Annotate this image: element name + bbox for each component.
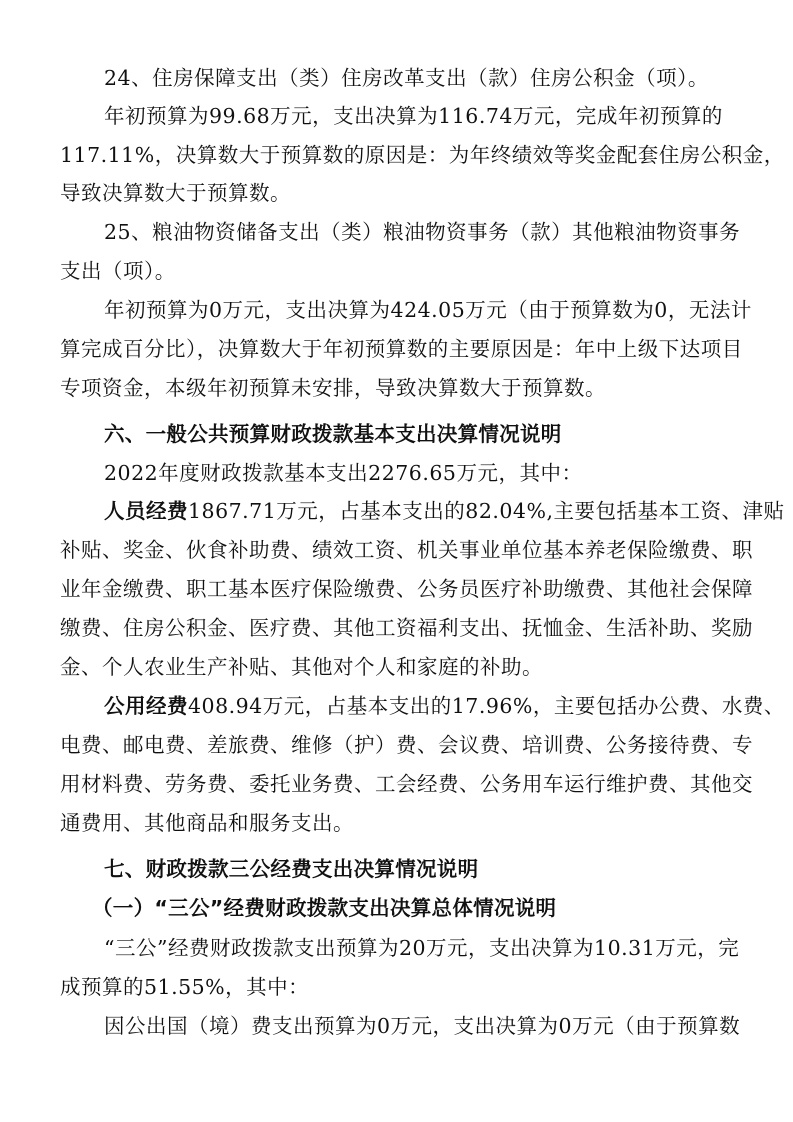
- item-25-title-line-1: 25、粮油物资储备支出（类）粮油物资事务（款）其他粮油物资事务: [104, 220, 741, 244]
- item-25-title-line-2: 支出（项）。: [60, 259, 176, 283]
- item-24-para-line-2: 117.11%，决算数大于预算数的原因是：为年终绩效等奖金配套住房公积金，: [60, 143, 785, 167]
- public-expense-line-2: 电费、邮电费、差旅费、维修（护）费、会议费、培训费、公务接待费、专: [60, 733, 753, 757]
- item-24-title: 24、住房保障支出（类）住房改革支出（款）住房公积金（项）。: [104, 66, 709, 90]
- personnel-expense-line-5: 金、个人农业生产补贴、其他对个人和家庭的补助。: [60, 655, 543, 679]
- item-25-para-line-3: 专项资金，本级年初预算未安排，导致决算数大于预算数。: [60, 376, 606, 400]
- personnel-expense-label: 人员经费: [104, 499, 188, 523]
- three-public-para-line-1: “三公”经费财政拨款支出预算为20万元，支出决算为10.31万元，完: [104, 936, 740, 960]
- public-expense-label: 公用经费: [104, 694, 188, 718]
- personnel-expense-line-4: 缴费、住房公积金、医疗费、其他工资福利支出、抚恤金、生活补助、奖励: [60, 616, 753, 640]
- item-25-para-line-2: 算完成百分比），决算数大于年初预算数的主要原因是：年中上级下达项目: [60, 337, 743, 361]
- public-expense-line-3: 用材料费、劳务费、委托业务费、工会经费、公务用车运行维护费、其他交: [60, 772, 753, 796]
- personnel-expense-line-2: 补贴、奖金、伙食补助费、绩效工资、机关事业单位基本养老保险缴费、职: [60, 538, 753, 562]
- item-25-para-line-1: 年初预算为0万元，支出决算为424.05万元（由于预算数为0，无法计: [104, 298, 752, 322]
- item-24-para-line-1: 年初预算为99.68万元，支出决算为116.74万元，完成年初预算的: [104, 104, 723, 128]
- personnel-expense-line-1: [104, 497, 785, 525]
- section-6-heading: 六、一般公共预算财政拨款基本支出决算情况说明: [104, 422, 562, 446]
- public-expense-text: 408.94万元，占基本支出的17.96%，主要包括办公费、水费、: [188, 694, 785, 718]
- public-expense-line-4: 通费用、其他商品和服务支出。: [60, 811, 354, 835]
- personnel-expense-text: 1867.71万元，占基本支出的82.04%,主要包括基本工资、津贴: [188, 499, 785, 523]
- subsection-1-heading: （一）“三公”经费财政拨款支出决算总体情况说明: [92, 896, 557, 920]
- three-public-para-line-2: 成预算的51.55%，其中：: [60, 975, 310, 999]
- overseas-expense-line-1: 因公出国（境）费支出预算为0万元，支出决算为0万元（由于预算数: [104, 1014, 741, 1038]
- public-expense-line-1: [104, 692, 785, 720]
- personnel-expense-line-3: 业年金缴费、职工基本医疗保险缴费、公务员医疗补助缴费、其他社会保障: [60, 577, 753, 601]
- item-24-para-line-3: 导致决算数大于预算数。: [60, 181, 291, 205]
- section-6-summary: 2022年度财政拨款基本支出2276.65万元，其中：: [104, 461, 583, 485]
- section-7-heading: 七、财政拨款三公经费支出决算情况说明: [104, 857, 479, 881]
